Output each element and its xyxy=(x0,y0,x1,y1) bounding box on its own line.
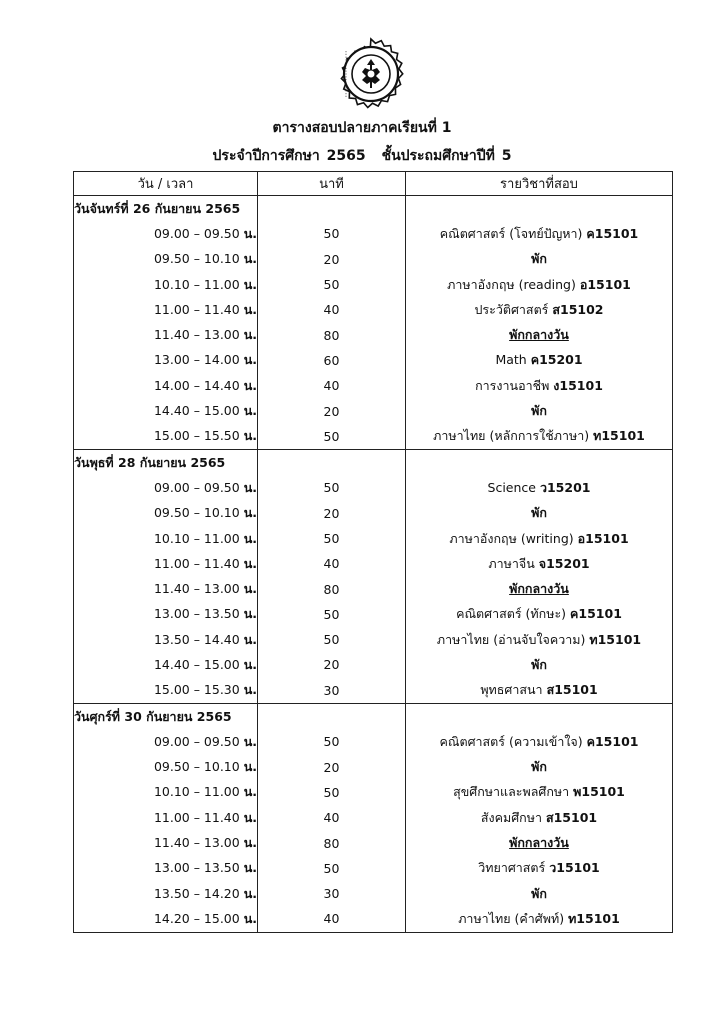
exam-minutes-cell: 50 xyxy=(258,856,406,881)
time-unit: น. xyxy=(243,581,257,597)
break-label: พัก xyxy=(531,403,547,419)
subject-code: ง15101 xyxy=(553,377,603,393)
table-row xyxy=(74,348,673,373)
column-header-subject: รายวิชาที่สอบ xyxy=(406,172,673,196)
table-row xyxy=(74,247,673,272)
subject-name: ภาษาอังกฤษ (writing) xyxy=(449,530,574,546)
academic-year-text: ประจำปีการศึกษา 2565 xyxy=(212,148,366,164)
grade-level-text: ชั้นประถมศึกษาปีที่ 5 xyxy=(381,148,512,164)
exam-time-cell xyxy=(74,526,258,551)
exam-minutes-cell: 40 xyxy=(258,906,406,932)
exam-time-range: 09.00 – 09.50 xyxy=(153,479,240,495)
exam-minutes-cell: 40 xyxy=(258,551,406,576)
exam-time-cell xyxy=(74,322,258,347)
subject-name: ภาษาไทย (คำศัพท์) xyxy=(458,910,565,926)
exam-subject-cell xyxy=(406,526,673,551)
exam-subject-cell xyxy=(406,652,673,677)
exam-time-cell xyxy=(74,856,258,881)
table-row xyxy=(74,221,673,246)
exam-subject-cell xyxy=(406,780,673,805)
exam-minutes-cell: 50 xyxy=(258,780,406,805)
exam-time-cell xyxy=(74,830,258,855)
time-unit: น. xyxy=(243,377,257,393)
subject-name: พุทธศาสนา xyxy=(480,682,543,698)
exam-time-range: 11.00 – 11.40 xyxy=(153,555,240,571)
exam-time-cell xyxy=(74,602,258,627)
lunch-break-label: พักกลางวัน xyxy=(509,327,569,343)
exam-subject-cell xyxy=(406,373,673,398)
exam-minutes-cell: 50 xyxy=(258,424,406,450)
exam-time-range: 14.40 – 15.00 xyxy=(153,403,240,419)
table-row xyxy=(74,551,673,576)
exam-time-cell xyxy=(74,729,258,754)
exam-time-range: 10.10 – 11.00 xyxy=(153,276,240,292)
subject-code: ท15101 xyxy=(568,910,620,926)
time-unit: น. xyxy=(243,631,257,647)
time-unit: น. xyxy=(243,428,257,444)
subject-code: ส15102 xyxy=(552,301,604,317)
table-row xyxy=(74,272,673,297)
exam-subject-cell xyxy=(406,678,673,704)
exam-subject-cell xyxy=(406,322,673,347)
table-row xyxy=(74,755,673,780)
day-minutes-empty xyxy=(258,196,406,222)
subject-name: ประวัติศาสตร์ xyxy=(474,301,549,317)
exam-time-cell xyxy=(74,881,258,906)
exam-time-range: 09.00 – 09.50 xyxy=(153,733,240,749)
exam-subject-cell xyxy=(406,805,673,830)
exam-time-cell xyxy=(74,424,258,450)
exam-time-cell xyxy=(74,221,258,246)
exam-time-cell xyxy=(74,247,258,272)
subject-code: อ15101 xyxy=(579,276,631,292)
exam-schedule-title: ตารางสอบปลายภาคเรียนที่ 1 xyxy=(272,120,452,136)
day-label: วันพุธที่ 28 กันยายน 2565 xyxy=(74,449,258,475)
subject-name: ภาษาอังกฤษ (reading) xyxy=(447,276,576,292)
exam-minutes-cell: 20 xyxy=(258,755,406,780)
exam-time-cell xyxy=(74,906,258,932)
exam-time-range: 13.00 – 13.50 xyxy=(153,860,240,876)
table-row xyxy=(74,576,673,601)
day-minutes-empty xyxy=(258,703,406,729)
exam-time-cell xyxy=(74,627,258,652)
exam-minutes-cell: 50 xyxy=(258,526,406,551)
exam-minutes-cell: 80 xyxy=(258,576,406,601)
exam-subject-cell xyxy=(406,475,673,500)
exam-subject-cell xyxy=(406,247,673,272)
subject-code: ว15101 xyxy=(549,860,600,876)
time-unit: น. xyxy=(243,885,257,901)
time-unit: น. xyxy=(243,251,257,267)
exam-time-cell xyxy=(74,678,258,704)
day-subject-empty xyxy=(406,703,673,729)
column-header-minutes: นาที xyxy=(258,172,406,196)
time-unit: น. xyxy=(243,505,257,521)
exam-schedule-body xyxy=(74,196,673,933)
exam-subject-cell xyxy=(406,424,673,450)
exam-time-range: 13.00 – 14.00 xyxy=(153,352,240,368)
exam-time-range: 11.00 – 11.40 xyxy=(153,809,240,825)
day-header-row xyxy=(74,196,673,222)
exam-minutes-cell: 50 xyxy=(258,602,406,627)
table-row xyxy=(74,322,673,347)
exam-subject-cell xyxy=(406,221,673,246)
exam-minutes-cell: 60 xyxy=(258,348,406,373)
day-header-row xyxy=(74,703,673,729)
exam-subject-cell xyxy=(406,501,673,526)
exam-time-cell xyxy=(74,780,258,805)
exam-subject-cell xyxy=(406,830,673,855)
time-unit: น. xyxy=(243,403,257,419)
exam-time-range: 11.00 – 11.40 xyxy=(153,301,240,317)
table-row xyxy=(74,906,673,932)
exam-time-range: 11.40 – 13.00 xyxy=(153,835,240,851)
time-unit: น. xyxy=(243,733,257,749)
time-unit: น. xyxy=(243,555,257,571)
exam-subject-cell xyxy=(406,602,673,627)
break-label: พัก xyxy=(531,656,547,672)
exam-minutes-cell: 30 xyxy=(258,881,406,906)
time-unit: น. xyxy=(243,656,257,672)
table-row xyxy=(74,424,673,450)
exam-minutes-cell: 80 xyxy=(258,830,406,855)
subject-name: สังคมศึกษา xyxy=(480,809,542,825)
subject-name: Math xyxy=(495,352,527,368)
lunch-break-label: พักกลางวัน xyxy=(509,581,569,597)
exam-subject-cell xyxy=(406,398,673,423)
exam-subject-cell xyxy=(406,906,673,932)
school-emblem-icon xyxy=(331,32,411,112)
subject-code: จ15201 xyxy=(538,555,590,571)
break-label: พัก xyxy=(531,505,547,521)
exam-minutes-cell: 20 xyxy=(258,652,406,677)
time-unit: น. xyxy=(243,759,257,775)
subject-code: ว15201 xyxy=(539,479,591,495)
exam-time-range: 09.50 – 10.10 xyxy=(153,505,240,521)
exam-subject-cell xyxy=(406,297,673,322)
exam-schedule-subtitle xyxy=(0,145,724,167)
table-row xyxy=(74,627,673,652)
subject-code: พ15101 xyxy=(573,784,625,800)
exam-minutes-cell: 50 xyxy=(258,272,406,297)
time-unit: น. xyxy=(243,530,257,546)
exam-time-range: 15.00 – 15.30 xyxy=(153,682,240,698)
subject-code: ค15101 xyxy=(586,225,639,241)
subject-name: สุขศึกษาและพลศึกษา xyxy=(453,784,570,800)
time-unit: น. xyxy=(243,352,257,368)
exam-time-cell xyxy=(74,551,258,576)
table-row xyxy=(74,398,673,423)
exam-time-cell xyxy=(74,501,258,526)
exam-time-cell xyxy=(74,272,258,297)
exam-minutes-cell: 80 xyxy=(258,322,406,347)
table-row xyxy=(74,830,673,855)
table-row xyxy=(74,780,673,805)
time-unit: น. xyxy=(243,301,257,317)
subject-name: คณิตศาสตร์ (ความเข้าใจ) xyxy=(439,733,583,749)
exam-minutes-cell: 20 xyxy=(258,398,406,423)
exam-time-cell xyxy=(74,297,258,322)
exam-minutes-cell: 20 xyxy=(258,501,406,526)
exam-minutes-cell: 30 xyxy=(258,678,406,704)
exam-minutes-cell: 50 xyxy=(258,729,406,754)
time-unit: น. xyxy=(243,606,257,622)
exam-time-range: 10.10 – 11.00 xyxy=(153,530,240,546)
subject-code: ค15201 xyxy=(530,352,583,368)
table-header-row xyxy=(74,172,673,196)
time-unit: น. xyxy=(243,225,257,241)
exam-subject-cell xyxy=(406,551,673,576)
subject-name: วิทยาศาสตร์ xyxy=(478,860,546,876)
exam-time-cell xyxy=(74,398,258,423)
time-unit: น. xyxy=(243,910,257,926)
table-row xyxy=(74,729,673,754)
exam-subject-cell xyxy=(406,856,673,881)
exam-minutes-cell: 20 xyxy=(258,247,406,272)
time-unit: น. xyxy=(243,835,257,851)
subject-name: คณิตศาสตร์ (ทักษะ) xyxy=(456,606,567,622)
time-unit: น. xyxy=(243,327,257,343)
day-label: วันจันทร์ที่ 26 กันยายน 2565 xyxy=(74,196,258,222)
time-unit: น. xyxy=(243,809,257,825)
exam-time-range: 09.00 – 09.50 xyxy=(153,225,240,241)
exam-time-range: 09.50 – 10.10 xyxy=(153,759,240,775)
break-label: พัก xyxy=(531,885,547,901)
exam-time-range: 13.00 – 13.50 xyxy=(153,606,240,622)
exam-time-range: 10.10 – 11.00 xyxy=(153,784,240,800)
lunch-break-label: พักกลางวัน xyxy=(509,835,569,851)
time-unit: น. xyxy=(243,479,257,495)
exam-time-range: 15.00 – 15.50 xyxy=(153,428,240,444)
exam-minutes-cell: 50 xyxy=(258,627,406,652)
table-row xyxy=(74,475,673,500)
exam-time-cell xyxy=(74,373,258,398)
table-row xyxy=(74,526,673,551)
exam-time-range: 13.50 – 14.40 xyxy=(153,631,240,647)
subject-code: ส15101 xyxy=(546,682,598,698)
subject-name: คณิตศาสตร์ (โจทย์ปัญหา) xyxy=(439,225,583,241)
exam-time-range: 13.50 – 14.20 xyxy=(153,885,240,901)
subject-code: อ15101 xyxy=(577,530,629,546)
subject-name: ภาษาไทย (อ่านจับใจความ) xyxy=(436,631,586,647)
exam-time-range: 14.20 – 15.00 xyxy=(153,910,240,926)
subject-name: ภาษาไทย (หลักการใช้ภาษา) xyxy=(433,428,590,444)
table-row xyxy=(74,501,673,526)
time-unit: น. xyxy=(243,784,257,800)
exam-time-cell xyxy=(74,805,258,830)
exam-minutes-cell: 50 xyxy=(258,221,406,246)
day-subject-empty xyxy=(406,196,673,222)
exam-schedule-table xyxy=(73,171,673,933)
exam-minutes-cell: 40 xyxy=(258,805,406,830)
day-subject-empty xyxy=(406,449,673,475)
time-unit: น. xyxy=(243,682,257,698)
exam-time-range: 14.00 – 14.40 xyxy=(153,377,240,393)
exam-time-cell xyxy=(74,755,258,780)
subject-code: ค15101 xyxy=(586,733,639,749)
table-row xyxy=(74,678,673,704)
subject-code: ท15101 xyxy=(593,428,645,444)
exam-subject-cell xyxy=(406,627,673,652)
day-minutes-empty xyxy=(258,449,406,475)
subject-code: ส15101 xyxy=(545,809,598,825)
break-label: พัก xyxy=(531,759,547,775)
exam-minutes-cell: 40 xyxy=(258,373,406,398)
subject-name: การงานอาชีพ xyxy=(475,377,550,393)
exam-subject-cell xyxy=(406,348,673,373)
column-header-day-time: วัน / เวลา xyxy=(74,172,258,196)
table-row xyxy=(74,297,673,322)
table-row xyxy=(74,602,673,627)
exam-time-cell xyxy=(74,348,258,373)
subject-name: Science xyxy=(487,479,536,495)
table-row xyxy=(74,373,673,398)
table-row xyxy=(74,856,673,881)
subject-code: ท15101 xyxy=(589,631,642,647)
time-unit: น. xyxy=(243,860,257,876)
day-label: วันศุกร์ที่ 30 กันยายน 2565 xyxy=(74,703,258,729)
exam-time-range: 11.40 – 13.00 xyxy=(153,327,240,343)
exam-minutes-cell: 50 xyxy=(258,475,406,500)
break-label: พัก xyxy=(531,251,547,267)
exam-subject-cell xyxy=(406,272,673,297)
exam-subject-cell xyxy=(406,881,673,906)
exam-time-range: 09.50 – 10.10 xyxy=(153,251,240,267)
exam-time-range: 11.40 – 13.00 xyxy=(153,581,240,597)
table-row xyxy=(74,881,673,906)
exam-time-range: 14.40 – 15.00 xyxy=(153,656,240,672)
exam-time-cell xyxy=(74,652,258,677)
time-unit: น. xyxy=(243,276,257,292)
day-header-row xyxy=(74,449,673,475)
table-row xyxy=(74,652,673,677)
exam-time-cell xyxy=(74,576,258,601)
school-emblem-logo xyxy=(331,32,411,112)
subject-code: ค15101 xyxy=(570,606,622,622)
exam-subject-cell xyxy=(406,576,673,601)
exam-subject-cell xyxy=(406,729,673,754)
exam-subject-cell xyxy=(406,755,673,780)
exam-minutes-cell: 40 xyxy=(258,297,406,322)
exam-time-cell xyxy=(74,475,258,500)
subject-name: ภาษาจีน xyxy=(488,555,535,571)
table-row xyxy=(74,805,673,830)
